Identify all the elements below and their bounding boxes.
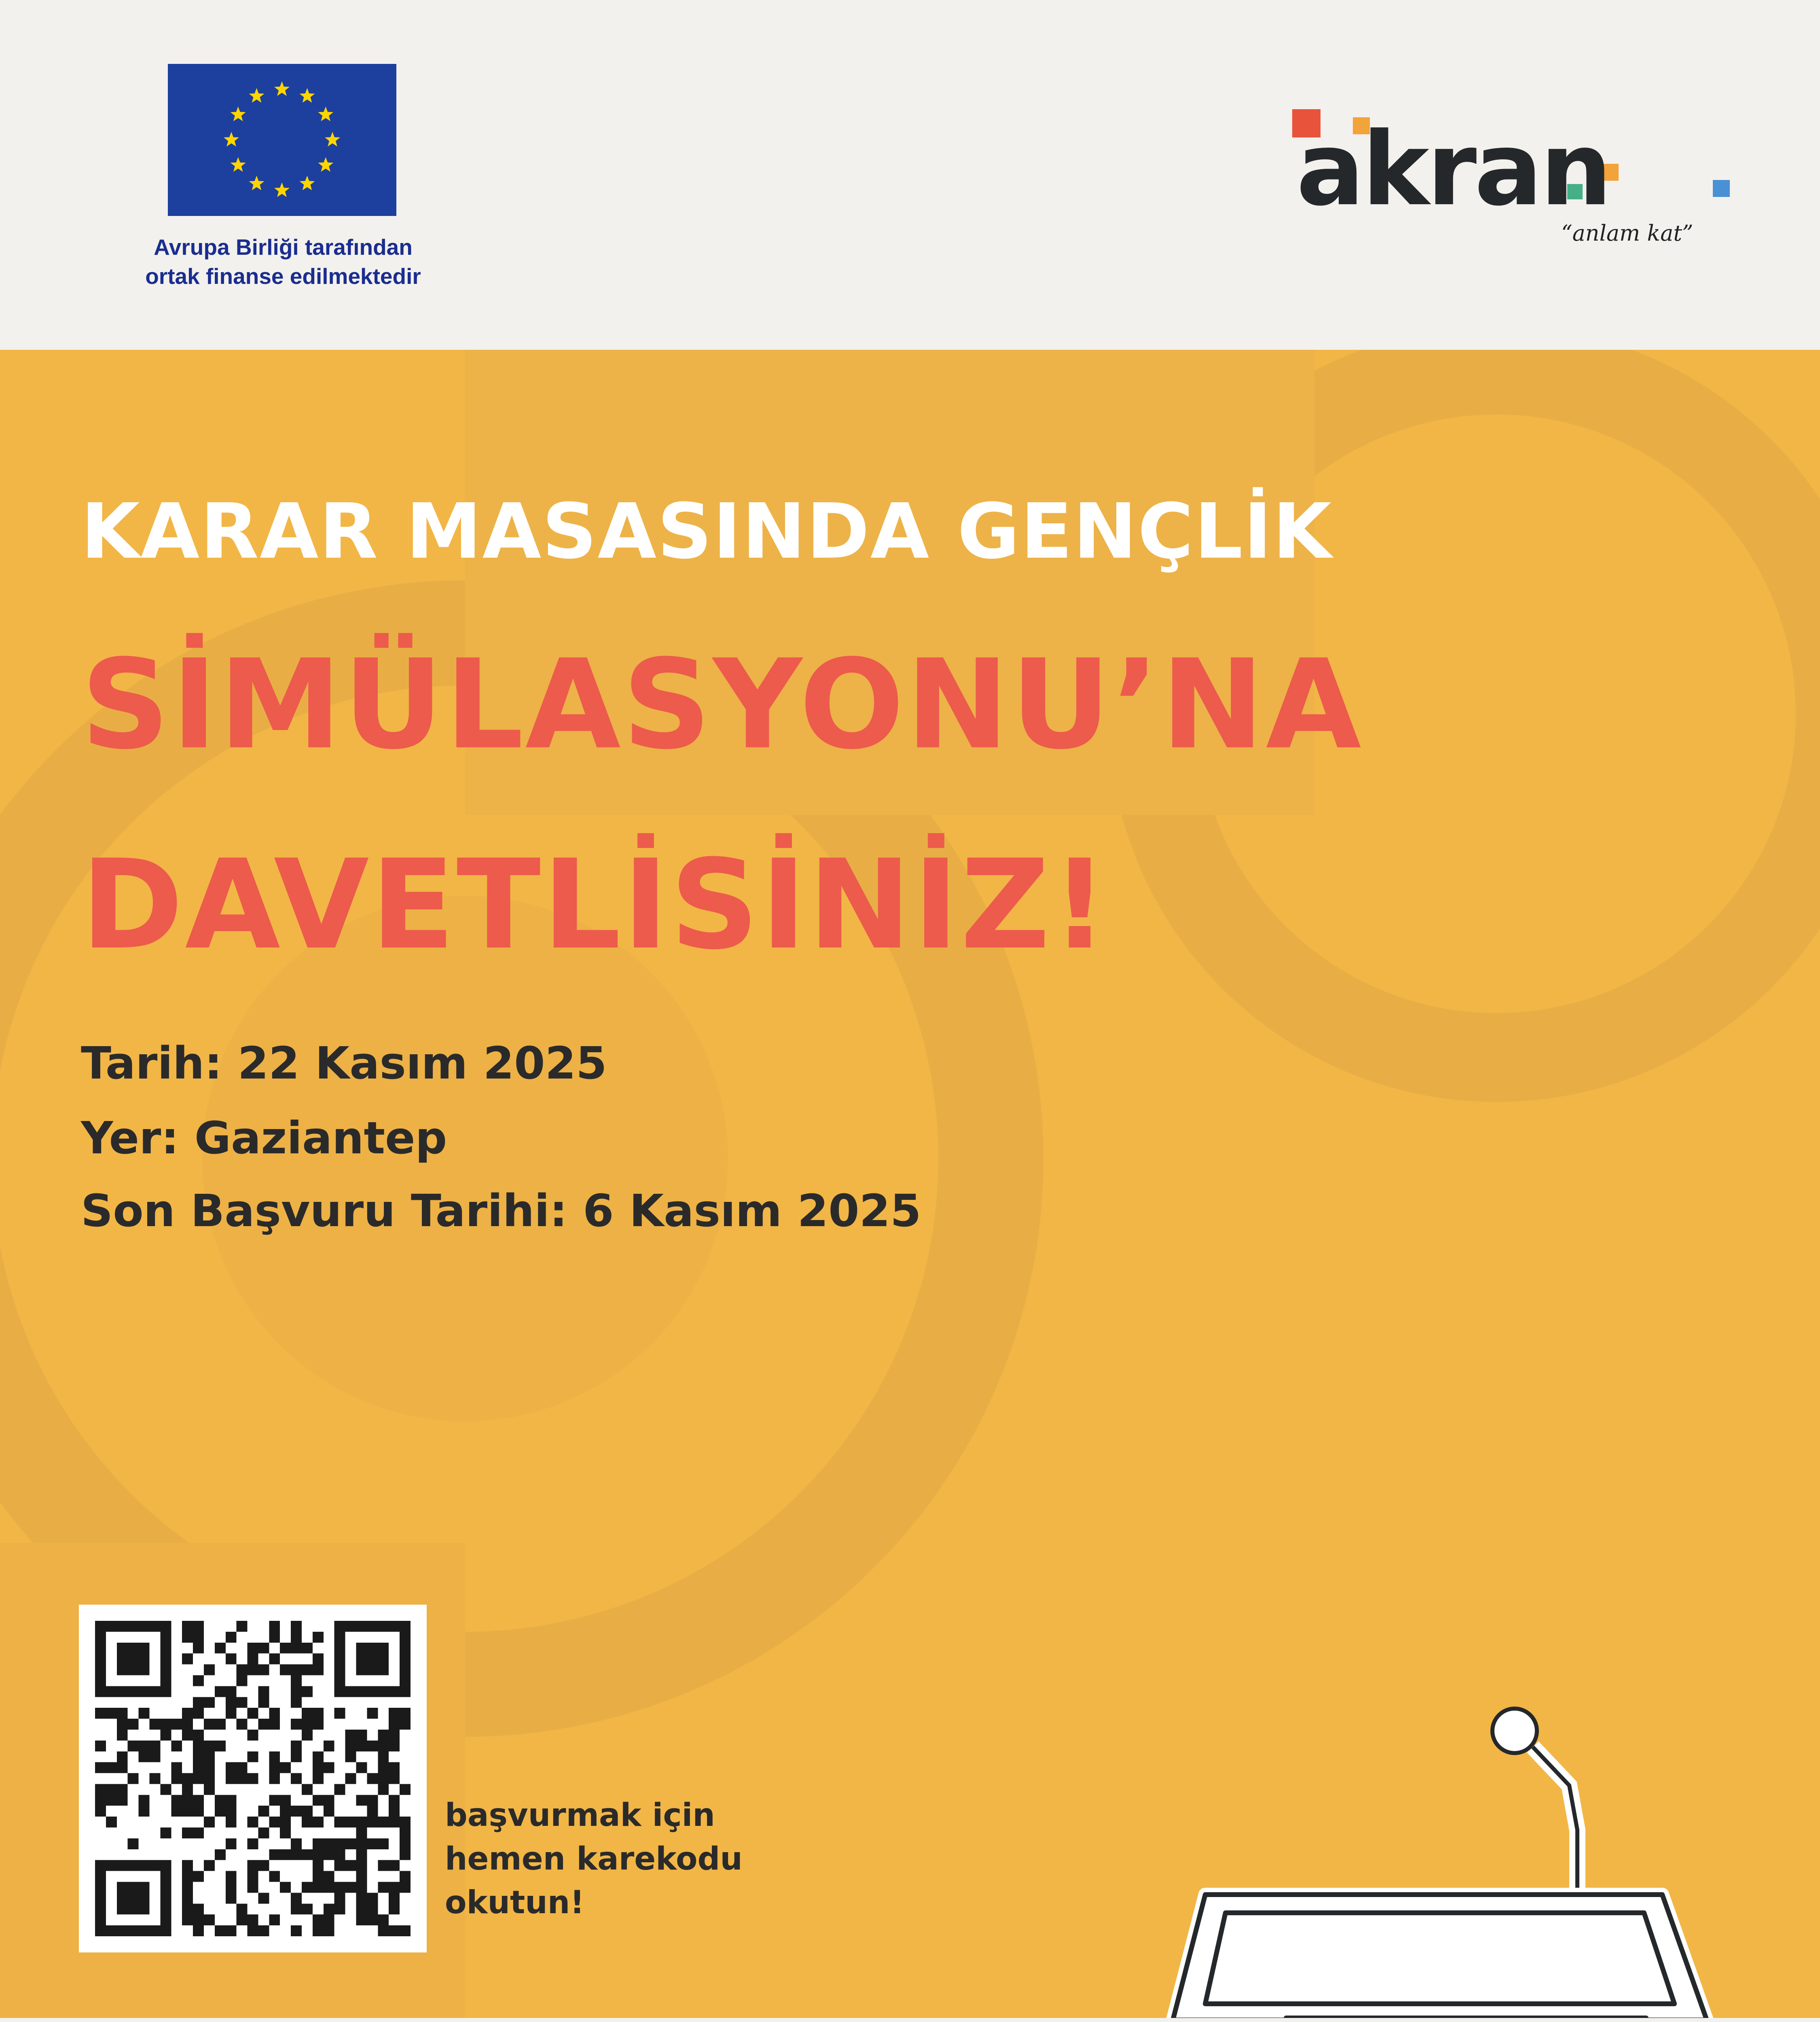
event-place: Yer: Gaziantep [81,1112,447,1164]
qr-caption [445,1794,809,1925]
qr-code-icon [95,1621,411,1936]
podium-artwork [849,1017,1820,2018]
eu-star [300,88,315,103]
invitation-band [0,350,1820,2018]
eu-star [249,176,265,190]
eu-star [224,132,239,146]
event-date: Tarih: 22 Kasım 2025 [81,1037,607,1089]
qr-caption-line-2: hemen karekodu [445,1841,743,1877]
akran-logo-text: akran [1296,110,1610,228]
eu-star [300,176,315,190]
headline-line-2: SİMÜLASYONU’NA [81,633,1363,776]
eu-star [325,132,340,146]
qr-caption-line-1: başvurmak için [445,1797,715,1834]
eu-star [231,157,246,172]
eu-star [274,182,290,197]
qr-caption-line-3: okutun! [445,1885,584,1921]
eu-star [249,88,265,103]
eu-stars-icon [168,64,396,216]
application-deadline: Son Başvuru Tarihi: 6 Kasım 2025 [81,1185,921,1237]
eu-flag-logo [168,64,396,216]
eu-star [318,157,333,172]
qr-code[interactable] [79,1605,427,1952]
eu-caption-line-1: Avrupa Birliği tarafından [154,235,413,260]
eu-star [274,81,290,96]
akran-tagline: “anlam kat” [1561,220,1693,246]
eu-star [231,107,246,121]
podium-icon [1173,1895,1707,2018]
headline-line-1: KARAR MASASINDA GENÇLİK [81,487,1333,576]
eu-star [318,107,333,121]
eu-cofinance-caption [65,233,502,291]
headline-line-3: DAVETLİSİNİZ! [81,833,1109,977]
eu-caption-line-2: ortak finanse edilmektedir [145,264,421,289]
